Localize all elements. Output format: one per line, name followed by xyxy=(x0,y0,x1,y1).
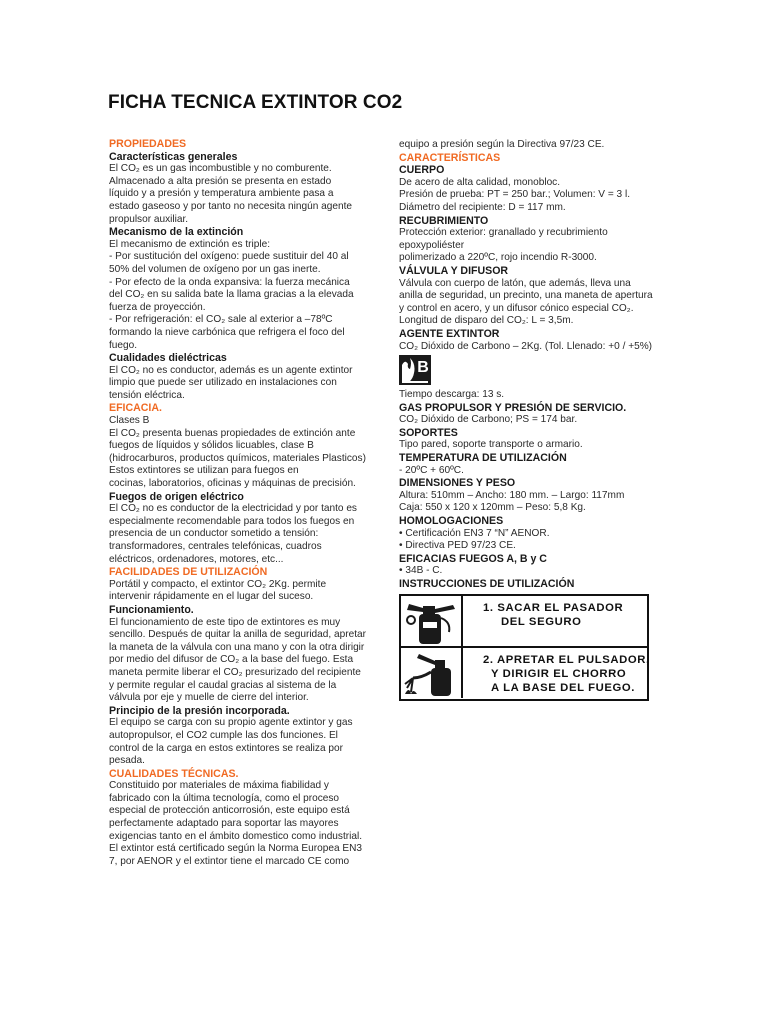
subheading-soportes: SOPORTES xyxy=(399,426,458,439)
text-line: epoxypoliéster xyxy=(399,239,465,251)
text-line: maneta permite liberar el CO₂ presurizado del recipiente xyxy=(109,666,361,678)
section-heading-propiedades: PROPIEDADES xyxy=(109,138,187,150)
text-line-descarga: Tiempo descarga: 13 s. xyxy=(399,389,505,401)
paragraph-dielectricas xyxy=(109,365,391,403)
text-line: - Por sustitución del oxígeno: puede sustituir del 40 al xyxy=(109,251,349,263)
text-line: cocinas, laboratorios, oficinas y máquinas de precisión. xyxy=(109,478,356,490)
instruction-step-2-text xyxy=(463,648,654,699)
squeeze-handle-illustration xyxy=(401,648,463,698)
text-line: - 20ºC + 60ºC. xyxy=(399,464,464,476)
instruction-line: 2. APRETAR EL PULSADOR, xyxy=(483,653,650,666)
text-line: perfectamente adaptado para soportar las mayores xyxy=(109,818,339,830)
instruction-line: 1. SACAR EL PASADOR xyxy=(483,601,624,614)
text-line: limpio que puede ser utilizado en instalaciones con xyxy=(109,377,337,389)
text-line: polimerizado a 220ºC, rojo incendio R-3000. xyxy=(399,252,597,264)
subheading-eficacias: EFICACIAS FUEGOS A, B y C xyxy=(399,552,547,565)
text-line: autopropulsor, el CO2 cumple las dos funciones. El xyxy=(109,729,338,741)
text-line: Presión de prueba: PT = 250 bar.; Volumen: V = 3 l. xyxy=(399,189,630,201)
subheading-clases-b: Clases B xyxy=(109,415,150,427)
text-line: Estos extintores se utilizan para fuegos en xyxy=(109,465,299,477)
subheading-funcionamiento: Funcionamiento. xyxy=(109,603,194,616)
text-line: Válvula con cuerpo de latón, que además, lleva una xyxy=(399,277,631,289)
text-line: presencia de un conductor sometido a tensión: xyxy=(109,528,319,540)
subheading-gas-propulsor: GAS PROPULSOR Y PRESIÓN DE SERVICIO. xyxy=(399,401,627,414)
section-heading-cualidades-tecnicas: CUALIDADES TÉCNICAS. xyxy=(109,767,239,780)
text-line: especial de protección anticorrosión, este equipo está xyxy=(109,805,350,817)
instruction-line: A LA BASE DEL FUEGO. xyxy=(491,681,636,694)
text-line: Constituido por materiales de máxima fiabilidad y xyxy=(109,780,329,792)
text-line: 50% del volumen de oxígeno por un gas inerte. xyxy=(109,263,321,275)
text-line: CO₂ Dióxido de Carbono – 2Kg. (Tol. Llenado: +0 / +5%) xyxy=(399,340,653,352)
text-line: tensión eléctrica. xyxy=(109,389,185,401)
text-line: El CO₂ no es conductor, además es un agente extintor xyxy=(109,364,353,376)
text-line: Altura: 510mm – Ancho: 180 mm. – Largo: 117mm xyxy=(399,489,625,501)
text-line: El extintor está certificado según la Norma Europea EN3 xyxy=(109,843,363,855)
text-line: De acero de alta calidad, monobloc. xyxy=(399,176,561,188)
text-line: Tipo pared, soporte transporte o armario. xyxy=(399,439,583,451)
instruction-line: DEL SEGURO xyxy=(501,615,582,628)
text-line: fuerza de proyección. xyxy=(109,301,206,313)
subheading-dimensiones: DIMENSIONES Y PESO xyxy=(399,477,516,490)
text-line: • Directiva PED 97/23 CE. xyxy=(399,540,516,552)
text-line: y permite regular el caudal gracias al sistema de la xyxy=(109,679,337,691)
text-line: control de la carga en estos extintores se realiza por xyxy=(109,742,343,754)
pull-pin-icon xyxy=(401,596,461,646)
subheading-fuegos-electricos: Fuegos de origen eléctrico xyxy=(109,490,244,503)
text-line: Caja: 550 x 120 x 120mm – Peso: 5,8 Kg. xyxy=(399,502,586,514)
text-line: eléctricos, ordenadores, motores, etc... xyxy=(109,553,284,565)
section-heading-facilidades: FACILIDADES DE UTILIZACIÓN xyxy=(109,566,268,579)
text-line: exigencias tanto en el ámbito domestico como industrial. xyxy=(109,830,363,842)
text-line: Longitud de disparo del CO₂: L = 3,5m. xyxy=(399,315,574,327)
text-line: Diámetro del recipiente: D = 117 mm. xyxy=(399,201,566,213)
text-line: 7, por AENOR y el extintor tiene el marcado CE como xyxy=(109,855,350,867)
text-line: • 34B - C. xyxy=(399,565,443,577)
text-line: (hidrocarburos, productos químicos, materiales Plasticos) xyxy=(109,452,366,464)
right-column xyxy=(399,139,679,701)
text-line: El CO₂ no es conductor de la electricidad y por tanto es xyxy=(109,503,357,515)
subheading-principio: Principio de la presión incorporada. xyxy=(109,704,290,717)
paragraph-fuegos-electricos xyxy=(109,503,391,566)
text-line: especialmente recomendable para todos los fuegos en xyxy=(109,515,355,527)
fire-class-letter: B xyxy=(417,359,429,377)
section-heading-caracteristicas: CARACTERÍSTICAS xyxy=(399,151,501,164)
text-line: CO₂ Dióxido de Carbono; PS = 174 bar. xyxy=(399,414,578,426)
paragraph-funcionamiento xyxy=(109,617,391,705)
text-line: sencillo. Después de quitar la anilla de seguridad, apretar xyxy=(109,629,366,641)
instruction-step-1-text xyxy=(463,596,647,646)
pull-pin-illustration xyxy=(401,596,463,646)
text-line: - Por efecto de la onda expansiva: la fuerza mecánica xyxy=(109,276,350,288)
paragraph-cualidades-tecnicas xyxy=(109,780,391,868)
text-line: formando la nieve carbónica que refrigera el foco del xyxy=(109,326,345,338)
left-column xyxy=(109,138,391,868)
text-line: - Por refrigeración: el CO₂ sale al exterior a –78ºC xyxy=(109,314,333,326)
text-line: transformadores, centrales telefónicas, cuadros xyxy=(109,541,322,552)
text-line: la maneta de la válvula con una mano y con la otra dirigir xyxy=(109,641,365,653)
text-line: propulsor auxiliar. xyxy=(109,213,189,225)
fire-class-b-icon xyxy=(399,355,431,385)
subheading-instrucciones: INSTRUCCIONES DE UTILIZACIÓN xyxy=(399,578,575,590)
section-heading-eficacia: EFICACIA. xyxy=(109,402,162,415)
subheading-temperatura: TEMPERATURA DE UTILIZACIÓN xyxy=(399,452,567,465)
text-line: El equipo se carga con su propio agente extintor y gas xyxy=(109,717,353,729)
paragraph-caracteristicas-generales xyxy=(109,163,391,226)
subheading-caracteristicas-generales: Características generales xyxy=(109,150,238,163)
paragraph-facilidades xyxy=(109,579,391,604)
subheading-cuerpo: CUERPO xyxy=(399,164,445,177)
text-line: intervenir rápidamente en el lugar del suceso. xyxy=(109,591,314,603)
subheading-agente: AGENTE EXTINTOR xyxy=(399,327,500,340)
instruction-step-1 xyxy=(401,596,647,646)
text-line: Portátil y compacto, el extintor CO₂ 2Kg. permite xyxy=(109,578,327,590)
subheading-dielectricas: Cualidades dieléctricas xyxy=(109,352,227,365)
text-line: líquido y a presión y temperatura ambiente pasa a xyxy=(109,188,334,200)
squeeze-handle-icon xyxy=(401,648,461,698)
paragraph-mecanismo xyxy=(109,239,391,352)
text-line: El mecanismo de extinción es triple: xyxy=(109,238,271,250)
text-line: válvula por eje y muelle de cierre del interior. xyxy=(109,692,309,704)
text-line: Almacenado a alta presión se presenta en estado xyxy=(109,175,332,187)
subheading-homologaciones: HOMOLOGACIONES xyxy=(399,515,504,528)
instructions-box xyxy=(399,594,649,701)
text-line: • Certificación EN3 7 “N” AENOR. xyxy=(399,527,550,539)
text-line: El funcionamiento de este tipo de extintores es muy xyxy=(109,616,341,628)
text-line: El CO₂ es un gas incombustible y no comburente. xyxy=(109,163,332,175)
text-line: del CO₂ en su salida bate la llama gracias a la elevada xyxy=(109,289,354,301)
subheading-recubrimiento: RECUBRIMIENTO xyxy=(399,214,489,227)
text-line: estado gaseoso y por tanto no necesita ningún agente xyxy=(109,200,352,212)
text-line-continuation: equipo a presión según la Directiva 97/23 CE. xyxy=(399,139,605,150)
text-line: El CO₂ presenta buenas propiedades de extinción ante xyxy=(109,427,356,439)
paragraph-principio xyxy=(109,717,391,767)
text-line: anilla de seguridad, un precinto, una maneta de apertura xyxy=(399,290,653,302)
page-title: FICHA TECNICA EXTINTOR CO2 xyxy=(108,92,403,113)
text-line: por medio del difusor de CO₂ a la base del fuego. Esta xyxy=(109,654,354,666)
text-line: pesada. xyxy=(109,755,145,767)
text-line: y control en acero, y un difusor cónico especial CO₂. xyxy=(399,302,634,314)
text-line: Protección exterior: granallado y recubrimiento xyxy=(399,227,608,239)
instruction-line: Y DIRIGIR EL CHORRO xyxy=(491,667,627,680)
text-line: fuegos de líquidos y sólidos licuables, clase B xyxy=(109,440,314,452)
paragraph-clases xyxy=(109,428,391,491)
subheading-mecanismo: Mecanismo de la extinción xyxy=(109,226,244,239)
text-line: fuego. xyxy=(109,339,138,351)
text-line: fabricado con la última tecnología, como el proceso xyxy=(109,792,340,804)
instruction-step-2 xyxy=(401,646,650,699)
subheading-valvula: VÁLVULA Y DIFUSOR xyxy=(399,264,509,277)
